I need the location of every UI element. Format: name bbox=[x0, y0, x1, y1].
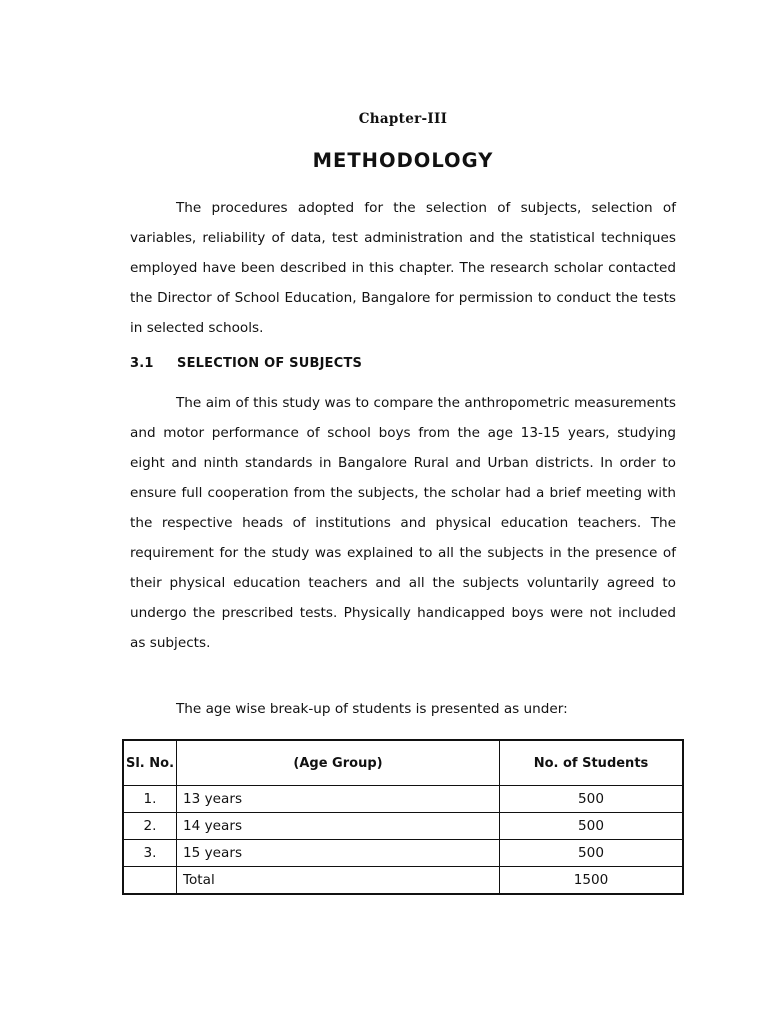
cell-sl-no bbox=[123, 867, 177, 895]
table-intro-paragraph: The age wise break-up of students is presented as under: bbox=[176, 701, 568, 717]
cell-total-students: 1500 bbox=[500, 867, 684, 895]
header-age-group: (Age Group) bbox=[177, 740, 500, 786]
chapter-label: Chapter-III bbox=[358, 111, 448, 127]
cell-age-group: 15 years bbox=[177, 840, 500, 867]
header-sl-no: Sl. No. bbox=[123, 740, 177, 786]
page-title: METHODOLOGY bbox=[312, 149, 494, 172]
cell-students: 500 bbox=[500, 840, 684, 867]
cell-sl-no: 1. bbox=[123, 786, 177, 813]
cell-sl-no: 2. bbox=[123, 813, 177, 840]
section-heading bbox=[130, 356, 362, 371]
table-header-row bbox=[123, 740, 683, 786]
cell-students: 500 bbox=[500, 786, 684, 813]
table-total-row bbox=[123, 867, 683, 895]
section-title: SELECTION OF SUBJECTS bbox=[177, 356, 363, 371]
header-no-of-students: No. of Students bbox=[500, 740, 684, 786]
table-row bbox=[123, 786, 683, 813]
cell-age-group: 14 years bbox=[177, 813, 500, 840]
cell-total-label: Total bbox=[177, 867, 500, 895]
subjects-paragraph: The aim of this study was to compare the anthropometric measurements and motor performance of school boys from the age 13-15 years, studying eight and ninth standards in Bangalore Rural and Urban districts. In order to ensure full cooperation from the subjects, the scholar had a brief meeting with the respective heads of institutions and physical education teachers. The requirement for the study was explained to all the subjects in the presence of their physical education teachers and all the subjects voluntarily agreed to undergo the prescribed tests. Physically handicapped boys were not included as subjects. bbox=[130, 395, 676, 651]
age-breakup-table bbox=[122, 739, 684, 895]
cell-students: 500 bbox=[500, 813, 684, 840]
section-number: 3.1 bbox=[130, 356, 154, 371]
intro-paragraph: The procedures adopted for the selection of subjects, selection of variables, reliability of data, test administration and the statistical techniques employed have been described in this chapter. The research scholar contacted the Director of School Education, Bangalore for permission to conduct the tests in selected schools. bbox=[130, 200, 676, 336]
table-row bbox=[123, 840, 683, 867]
cell-age-group: 13 years bbox=[177, 786, 500, 813]
table-row bbox=[123, 813, 683, 840]
cell-sl-no: 3. bbox=[123, 840, 177, 867]
